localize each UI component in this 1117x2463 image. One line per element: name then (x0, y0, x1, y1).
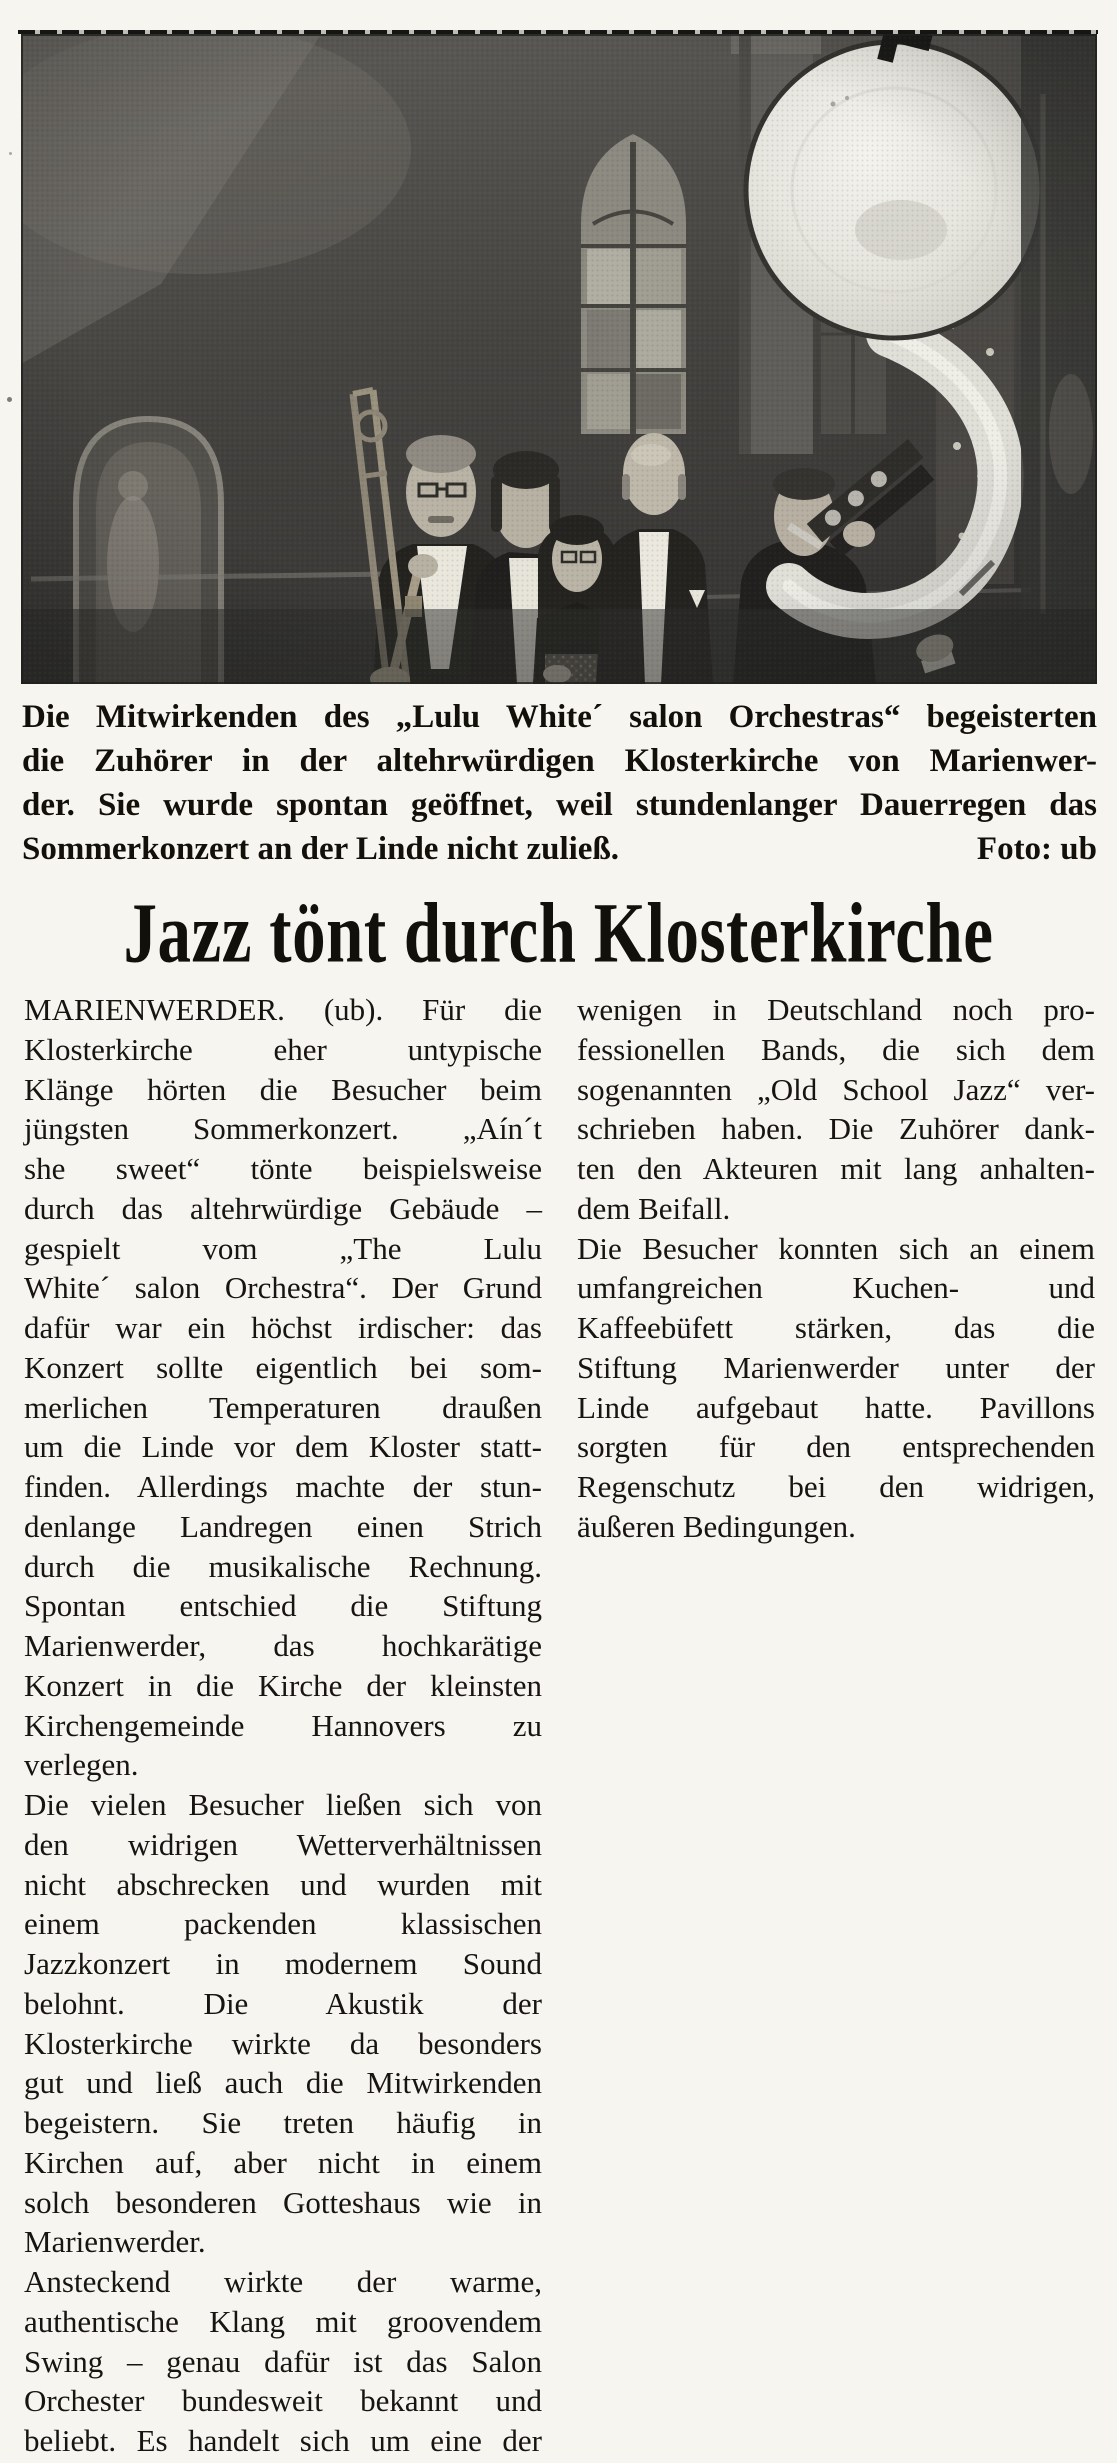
article-line: Swing – genau dafür ist das Salon (24, 2343, 542, 2379)
article-line: Orchester bundesweit bekannt und (24, 2383, 542, 2419)
article-line: she sweet“ tönte beispielsweise (24, 1151, 542, 1186)
article-line: gespielt vom „The Lulu (24, 1230, 542, 1266)
photo-credit: Foto: ub (976, 831, 1097, 867)
article-line: schrieben haben. Die Zuhörer dank- (577, 1111, 1095, 1147)
halftone-texture (21, 34, 1097, 684)
article-line: jüngsten Sommerkonzert. „Aín´t (24, 1111, 542, 1147)
article-line: Regenschutz bei den widrigen, (577, 1469, 1095, 1504)
article-line: ten den Akteuren mit lang anhalten- (577, 1151, 1095, 1186)
article-line: dem Beifall. (577, 1190, 731, 1226)
article-line: umfangreichen Kuchen- und (577, 1270, 1095, 1306)
article-line: den widrigen Wetterverhältnissen (24, 1826, 542, 1862)
caption-last-line (22, 827, 1097, 871)
article-line: Ansteckend wirkte der warme, (24, 2264, 542, 2299)
article-line: fessionellen Bands, die sich dem (577, 1031, 1095, 1067)
article-line: Die vielen Besucher ließen sich von (24, 1787, 542, 1822)
article-line: White´ salon Orchestra“. Der Grund (24, 1270, 542, 1306)
caption-line: die Zuhörer in der altehrwürdigen Klosterkirche von Marienwer- (22, 743, 1097, 779)
article-line: Kirchen auf, aber nicht in einem (24, 2144, 542, 2180)
article-line: begeistern. Sie treten häufig in (24, 2105, 542, 2140)
article-line: belohnt. Die Akustik der (24, 1985, 542, 2021)
article-line: finden. Allerdings machte der stun- (24, 1469, 542, 1504)
article-line: wenigen in Deutschland noch pro- (577, 992, 1095, 1027)
band-photo-illustration (21, 34, 1097, 684)
scan-speck (7, 397, 12, 402)
article-line: Kaffeebüfett stärken, das die (577, 1310, 1095, 1345)
article-line: um die Linde vor dem Kloster statt- (24, 1429, 542, 1465)
article-line: nicht abschrecken und wurden mit (24, 1866, 542, 1902)
band-photo (21, 34, 1097, 684)
article-line: Konzert sollte eigentlich bei som- (24, 1349, 542, 1385)
article-line: Marienwerder. (24, 2224, 206, 2260)
caption-line: der. Sie wurde spontan geöffnet, weil stundenlanger Dauerregen das (22, 787, 1097, 823)
article-line: Konzert in die Kirche der kleinsten (24, 1667, 542, 1703)
article-line: beliebt. Es handelt sich um eine der (24, 2423, 542, 2458)
caption-last-text: Sommerkonzert an der Linde nicht zuließ. (22, 831, 620, 867)
article-line: Klosterkirche eher untypische (24, 1031, 542, 1067)
article-line: Stiftung Marienwerder unter der (577, 1349, 1095, 1385)
article-column-left (24, 990, 542, 2461)
article-line: Linde aufgebaut hatte. Pavillons (577, 1389, 1095, 1425)
article-line: Klänge hörten die Besucher beim (24, 1071, 542, 1107)
article-line: solch besonderen Gotteshaus wie in (24, 2184, 542, 2220)
article-line: merlichen Temperaturen draußen (24, 1389, 542, 1425)
scan-speck (9, 152, 12, 155)
article-line: dafür war ein höchst irdischer: das (24, 1310, 542, 1345)
article-line: gut und ließ auch die Mitwirkenden (24, 2065, 542, 2101)
article-line: einem packenden klassischen (24, 1906, 542, 1942)
article-line: sorgten für den entsprechenden (577, 1429, 1095, 1465)
article-line: denlange Landregen einen Strich (24, 1508, 542, 1544)
article-column-right (577, 990, 1095, 1547)
article-line: authentische Klang mit groovendem (24, 2303, 542, 2339)
headline: Jazz tönt durch Klosterkirche (123, 885, 994, 981)
article-line: äußeren Bedingungen. (577, 1508, 856, 1544)
caption-line: Die Mitwirkenden des „Lulu White´ salon Orchestras“ begeisterten (22, 699, 1097, 735)
article-line: sogenannten „Old School Jazz“ ver- (577, 1071, 1095, 1107)
article-line: Marienwerder, das hochkarätige (24, 1628, 542, 1663)
photo-caption (22, 695, 1097, 871)
article-line: MARIENWERDER. (ub). Für die (24, 992, 542, 1027)
article-line: verlegen. (24, 1747, 139, 1783)
caption-justified-lines (22, 695, 1097, 827)
article-line: Jazzkonzert in modernem Sound (24, 1946, 542, 1981)
article-line: Spontan entschied die Stiftung (24, 1588, 542, 1624)
article-line: durch das altehrwürdige Gebäude – (24, 1190, 542, 1226)
article-line: Die Besucher konnten sich an einem (577, 1230, 1095, 1266)
article-line: durch die musikalische Rechnung. (24, 1548, 542, 1584)
article-line: Klosterkirche wirkte da besonders (24, 2025, 542, 2061)
article-line: Kirchengemeinde Hannovers zu (24, 1707, 542, 1743)
